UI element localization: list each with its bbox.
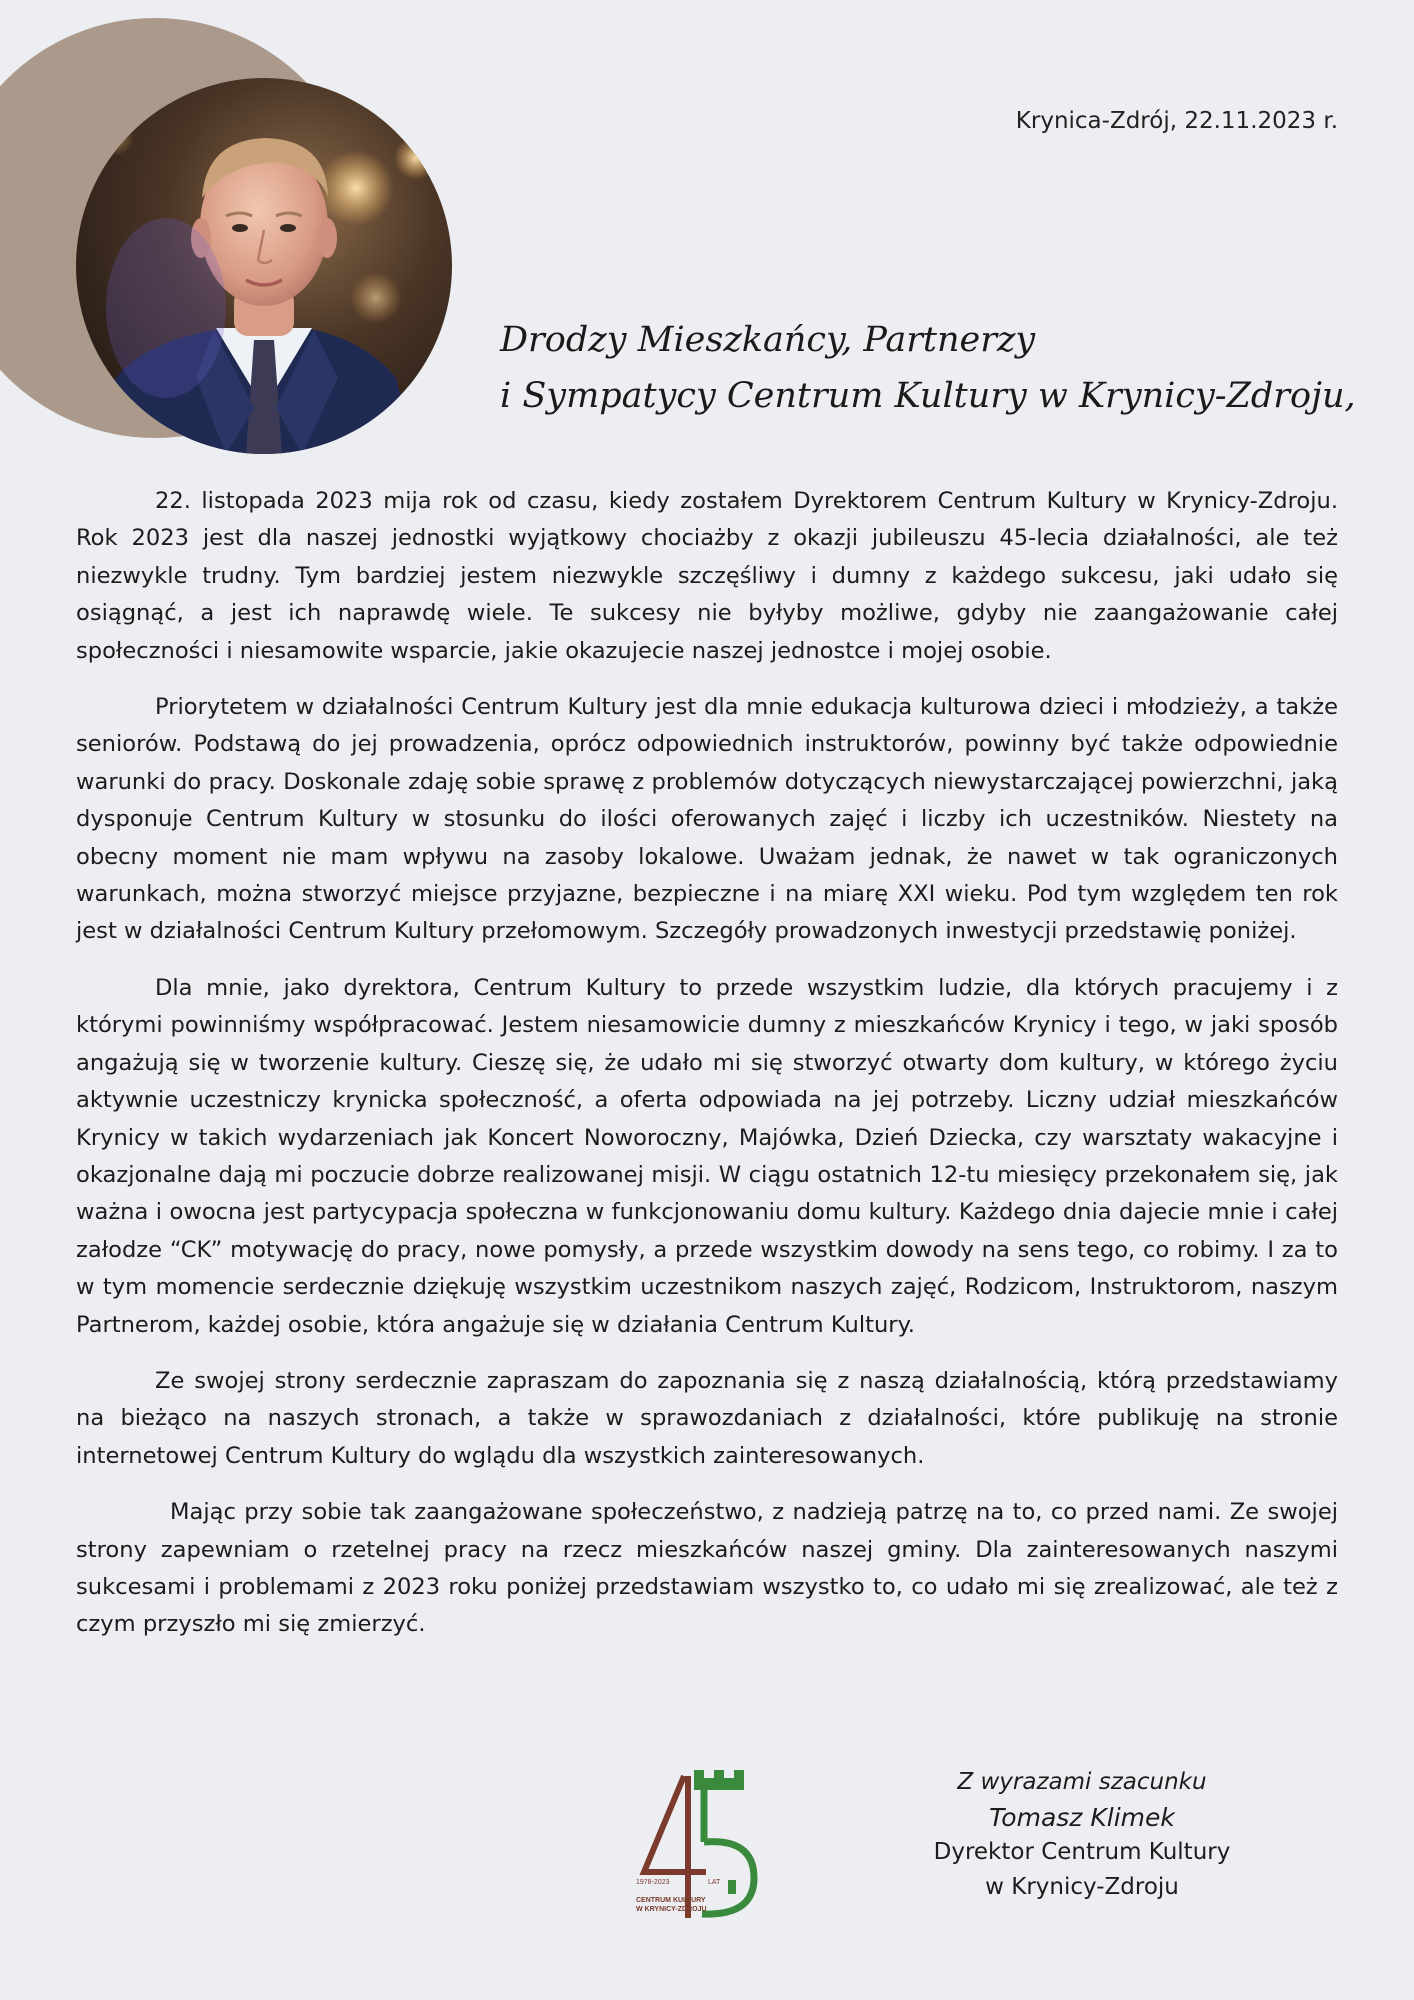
logo-line2-text: W KRYNICY-ZDROJU bbox=[636, 1906, 707, 1913]
paragraph-2: Priorytetem w działalności Centrum Kultury jest dla mnie edukacja kulturowa dzieci i młodzieży, a także seniorów. Podstawą do jej prowadzenia, oprócz odpowiednich instruktorów, powinny być także odpowiednie warunki do pracy. Doskonale zdaję sobie sprawę z problemów dotyczących niewystarczającej powierzchni, jaką dysponuje Centrum Kultury w stosunku do ilości oferowanych zajęć i liczby ich uczestników. Niestety na obecny moment nie mam wpływu na zasoby lokalowe. Uważam jednak, że nawet w tak ograniczonych warunkach, można stworzyć miejsce przyjazne, bezpieczne i na miarę XXI wieku. Pod tym względem ten rok jest w działalności Centrum Kultury przełomowym. Szczegóły prowadzonych inwestycji przedstawię poniżej. bbox=[76, 694, 1338, 945]
letter-date: Krynica-Zdrój, 22.11.2023 r. bbox=[1015, 108, 1338, 134]
signature-closing: Z wyrazami szacunku bbox=[957, 1769, 1207, 1795]
letter-body bbox=[76, 483, 1338, 1663]
signature-name: Tomasz Klimek bbox=[989, 1803, 1175, 1832]
paragraph-4: Ze swojej strony serdecznie zapraszam do zapoznania się z naszą działalnością, którą przedstawiamy na bieżąco na naszych stronach, a także w sprawozdaniach z działalności, które publikuję na stronie internetowej Centrum Kultury do wglądu dla wszystkich zainteresowanych. bbox=[76, 1367, 1338, 1469]
greeting-line-2: i Sympatycy Centrum Kultury w Krynicy-Zdroju, bbox=[500, 376, 1356, 416]
logo-years-text: 1978-2023 bbox=[636, 1879, 670, 1886]
logo-lat-text: LAT bbox=[708, 1879, 721, 1886]
signature-title: Dyrektor Centrum Kultury bbox=[933, 1839, 1231, 1865]
letter-greeting bbox=[500, 312, 1360, 424]
signature-place: w Krynicy-Zdroju bbox=[985, 1874, 1179, 1900]
logo-line1-text: CENTRUM KULTURY bbox=[636, 1897, 706, 1904]
letter-signature bbox=[882, 1765, 1282, 1905]
paragraph-5: Mając przy sobie tak zaangażowane społeczeństwo, z nadzieją patrzę na to, co przed nami. Ze swojej strony zapewniam o rzetelnej pracy na rzecz mieszkańców naszej gminy. Dla zainteresowanych naszymi sukcesami i problemami z 2023 roku poniżej przedstawiam wszystko to, co udało mi się zrealizować, ale też z czym przyszło mi się zmierzyć. bbox=[76, 1499, 1338, 1638]
greeting-line-1: Drodzy Mieszkańcy, Partnerzy bbox=[500, 320, 1036, 360]
paragraph-3: Dla mnie, jako dyrektora, Centrum Kultury to przede wszystkim ludzie, dla których pracujemy i z którymi powinniśmy współpracować. Jestem niesamowicie dumny z mieszkańców Krynicy i tego, w jaki sposób angażują się w tworzenie kultury. Cieszę się, że udało mi się stworzyć otwarty dom kultury, w którego życiu aktywnie uczestniczy krynicka społeczność, a oferta odpowiada na jej potrzeby. Liczny udział mieszkańców Krynicy w takich wydarzeniach jak Koncert Noworoczny, Majówka, Dzień Dziecka, czy warsztaty wakacyjne i okazjonalne dają mi poczucie dobrze realizowanej misji. W ciągu ostatnich 12-tu miesięcy przekonałem się, jak ważna i owocna jest partycypacja społeczna w funkcjonowaniu domu kultury. Każdego dnia dajecie mnie i całej załodze “CK” motywację do pracy, nowe pomysły, a przede wszystkim dowody na sens tego, co robimy. I za to w tym momencie serdecznie dziękuję wszystkim uczestnikom naszych zajęć, Rodzicom, Instruktorom, naszym Partnerom, każdej osobie, która angażuje się w działania Centrum Kultury. bbox=[76, 974, 1338, 1338]
director-portrait-photo bbox=[76, 78, 452, 454]
paragraph-1: 22. listopada 2023 mija rok od czasu, kiedy zostałem Dyrektorem Centrum Kultury w Krynicy-Zdroju. Rok 2023 jest dla naszej jednostki wyjątkowy chociażby z okazji jubileuszu 45-lecia działalności, ale też niezwykle trudny. Tym bardziej jestem niezwykle szczęśliwy i dumny z każdego sukcesu, jaki udało się osiągnąć, a jest ich naprawdę wiele. Te sukcesy nie byłyby możliwe, gdyby nie zaangażowanie całej społeczności i niesamowite wsparcie, jakie okazujecie naszej jednostce i mojej osobie. bbox=[76, 488, 1338, 664]
45-years-anniversary-logo bbox=[636, 1768, 776, 1918]
